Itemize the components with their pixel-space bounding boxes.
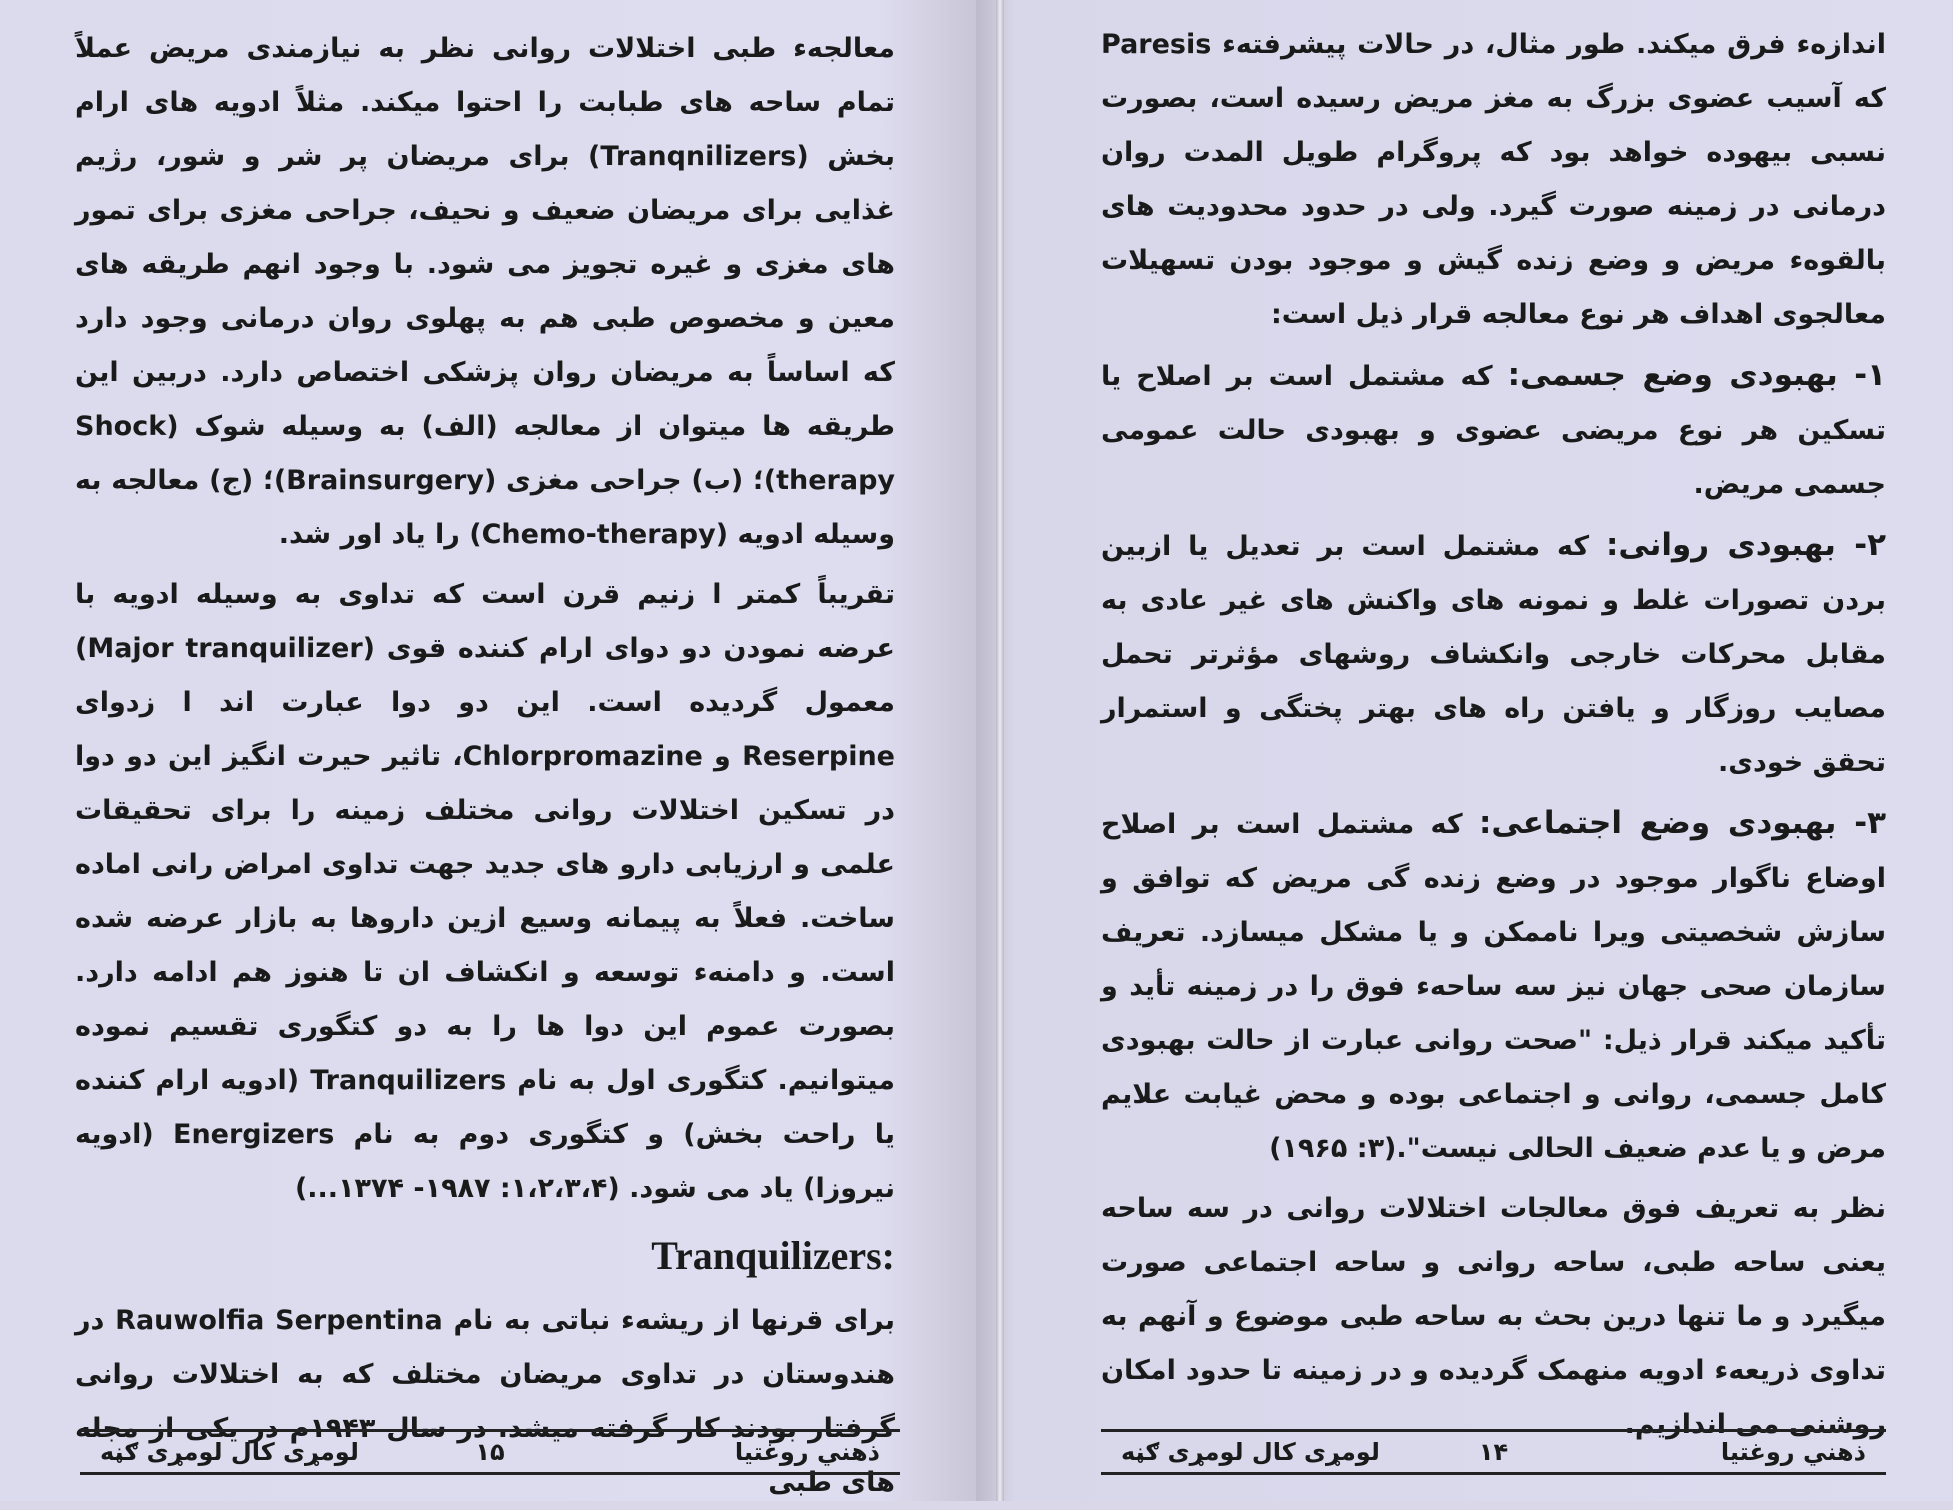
- list-item-text: که مشتمل است بر اصلاح اوضاع ناگوار موجود در وضع زنده گی مریض که توافق و سازش شخصیتی ویرا ناممکن و یا مشکل میسازد. تعریف سازمان صحی جهان نیز سه ساحهء فوق را در زمینه تأید و تأکید میکند قرار ذیل: "صحت روانی عبارت از حالت بهبودی کامل جسمی، روانی و اجتماعی بوده و محض غیابت علایم مرض و یا عدم ضعیف الحالی نیست".(۳: ۱۹۶۵): [1101, 809, 1886, 1164]
- left-page-body: [75, 22, 895, 1510]
- list-item-1: [1101, 348, 1886, 512]
- footer-page-number: ۱۵: [475, 1438, 505, 1466]
- list-item-text: که مشتمل است بر اصلاح یا تسکین هر نوع مریضی عضوی و بهبودی حالت عمومی جسمی مریض.: [1101, 361, 1886, 500]
- footer-page-number: ۱۴: [1478, 1438, 1509, 1466]
- list-item-heading: ۱- بهبودی وضع جسمی:: [1507, 357, 1887, 393]
- left-paragraph-3: برای قرنها از ریشهء نباتی به نام Rauwolfia Serpentina در هندوستان در تداوی مریضان مختلف که به اختلالات روانی گرفتار بودند کار گرفته میشد. در سال ۱۹۴۳م در یکی از مجله های طبی: [75, 1305, 895, 1498]
- footer-journal-title: ذهني روغتيا: [1720, 1438, 1866, 1466]
- left-page: [0, 0, 976, 1501]
- book-gutter: [996, 0, 1004, 1501]
- left-page-footer: [80, 1429, 900, 1475]
- footer-issue: لومړی کال لومړی ګڼه: [1121, 1438, 1380, 1466]
- list-item-text: که مشتمل است بر تعدیل یا ازبین بردن تصورات غلط و نمونه های واکنش های غیر عادی به مقابل محرکات خارجی وانکشاف روشهای مؤثرتر تحمل مصایب روزگار و یافتن راه های بهتر پختگی و استمرار تحقق خودی.: [1101, 531, 1886, 778]
- right-page-footer: [1101, 1429, 1886, 1475]
- list-item-heading: ۲- بهبودی روانی:: [1605, 527, 1887, 563]
- right-intro-paragraph: اندازهء فرق میکند. طور مثال، در حالات پیشرفتهء Paresis که آسیب عضوی بزرگ به مغز مریض رسیده است، بصورت نسبی بیهوده خواهد بود که پروگرام طویل المدت روان درمانی در زمینه صورت گیرد. ولی در حدود محدودیت های بالقوهء مریض و وضع زنده گیش و موجود بودن تسهیلات معالجوی اهداف هر نوع معالجه قرار ذیل است:: [1101, 29, 1886, 330]
- footer-issue: لومړی کال لومړی ګڼه: [100, 1438, 359, 1466]
- list-item-3: [1101, 796, 1886, 1176]
- list-item-2: [1101, 518, 1886, 790]
- right-page: [976, 0, 1952, 1501]
- left-paragraph-1: معالجهء طبی اختلالات روانی نظر به نیازمندی مریض عملاً تمام ساحه های طبابت را احتوا میکند. مثلاً ادویه های ارام بخش (Tranqnilizers) برای مریضان پر شر و شور، رژیم غذایی برای مریضان ضعیف و نحیف، جراحی مغزی برای تمور های مغزی و غیره تجویز می شود. با وجود انهم طریقه های معین و مخصوص طبی هم به پهلوی روان درمانی وجود دارد که اساساً به مریضان روان پزشکی اختصاص دارد. دربین این طریقه ها میتوان از معالجه (الف) به وسیله شوک (Shock therapy)؛ (ب) جراحی مغزی (Brainsurgery)؛ (ج) معالجه به وسیله ادویه (Chemo-therapy) را یاد اور شد.: [75, 33, 895, 550]
- right-closing-paragraph: نظر به تعریف فوق معالجات اختلالات روانی در سه ساحه یعنی ساحه طبی، ساحه روانی و ساحه اجتماعی صورت میگیرد و ما تنها درین بحث به ساحه طبی موضوع و آنهم به تداوی ذریعهء ادویه منهمک گردیده و در زمینه تا حدود امکان روشنی می اندازیم.: [1101, 1193, 1886, 1440]
- left-paragraph-2: تقریباً کمتر ا زنیم قرن است که تداوی به وسیله ادویه با عرضه نمودن دو دوای ارام کننده قوی (Major tranquilizer) معمول گردیده است. این دو دوا عبارت اند ا زدوای Reserpine و Chlorpromazine، تاثیر حیرت انگیز این دو دوا در تسکین اختلالات روانی مختلف زمینه را برای تحقیقات علمی و ارزیابی دارو های جدید جهت تداوی امراض رانی اماده ساخت. فعلاً به پیمانه وسیع ازین داروها به بازار عرضه شده است. و دامنهء توسعه و انکشاف ان تا هنوز هم ادامه دارد. بصورت عموم این دوا ها را به دو کتگوری تقسیم نموده میتوانیم. کتگوری اول به نام Tranquilizers (ادویه ارام کننده یا راحت بخش) و کتگوری دوم به نام Energizers (ادویه نیروزا) یاد می شود. (۱،۲،۳،۴: ۱۹۸۷- ۱۳۷۴...): [75, 579, 895, 1204]
- section-title: Tranquilizers:: [651, 1233, 895, 1278]
- right-page-body: [1101, 18, 1886, 1452]
- list-item-heading: ۳- بهبودی وضع اجتماعی:: [1479, 805, 1886, 841]
- footer-journal-title: ذهني روغتيا: [734, 1438, 880, 1466]
